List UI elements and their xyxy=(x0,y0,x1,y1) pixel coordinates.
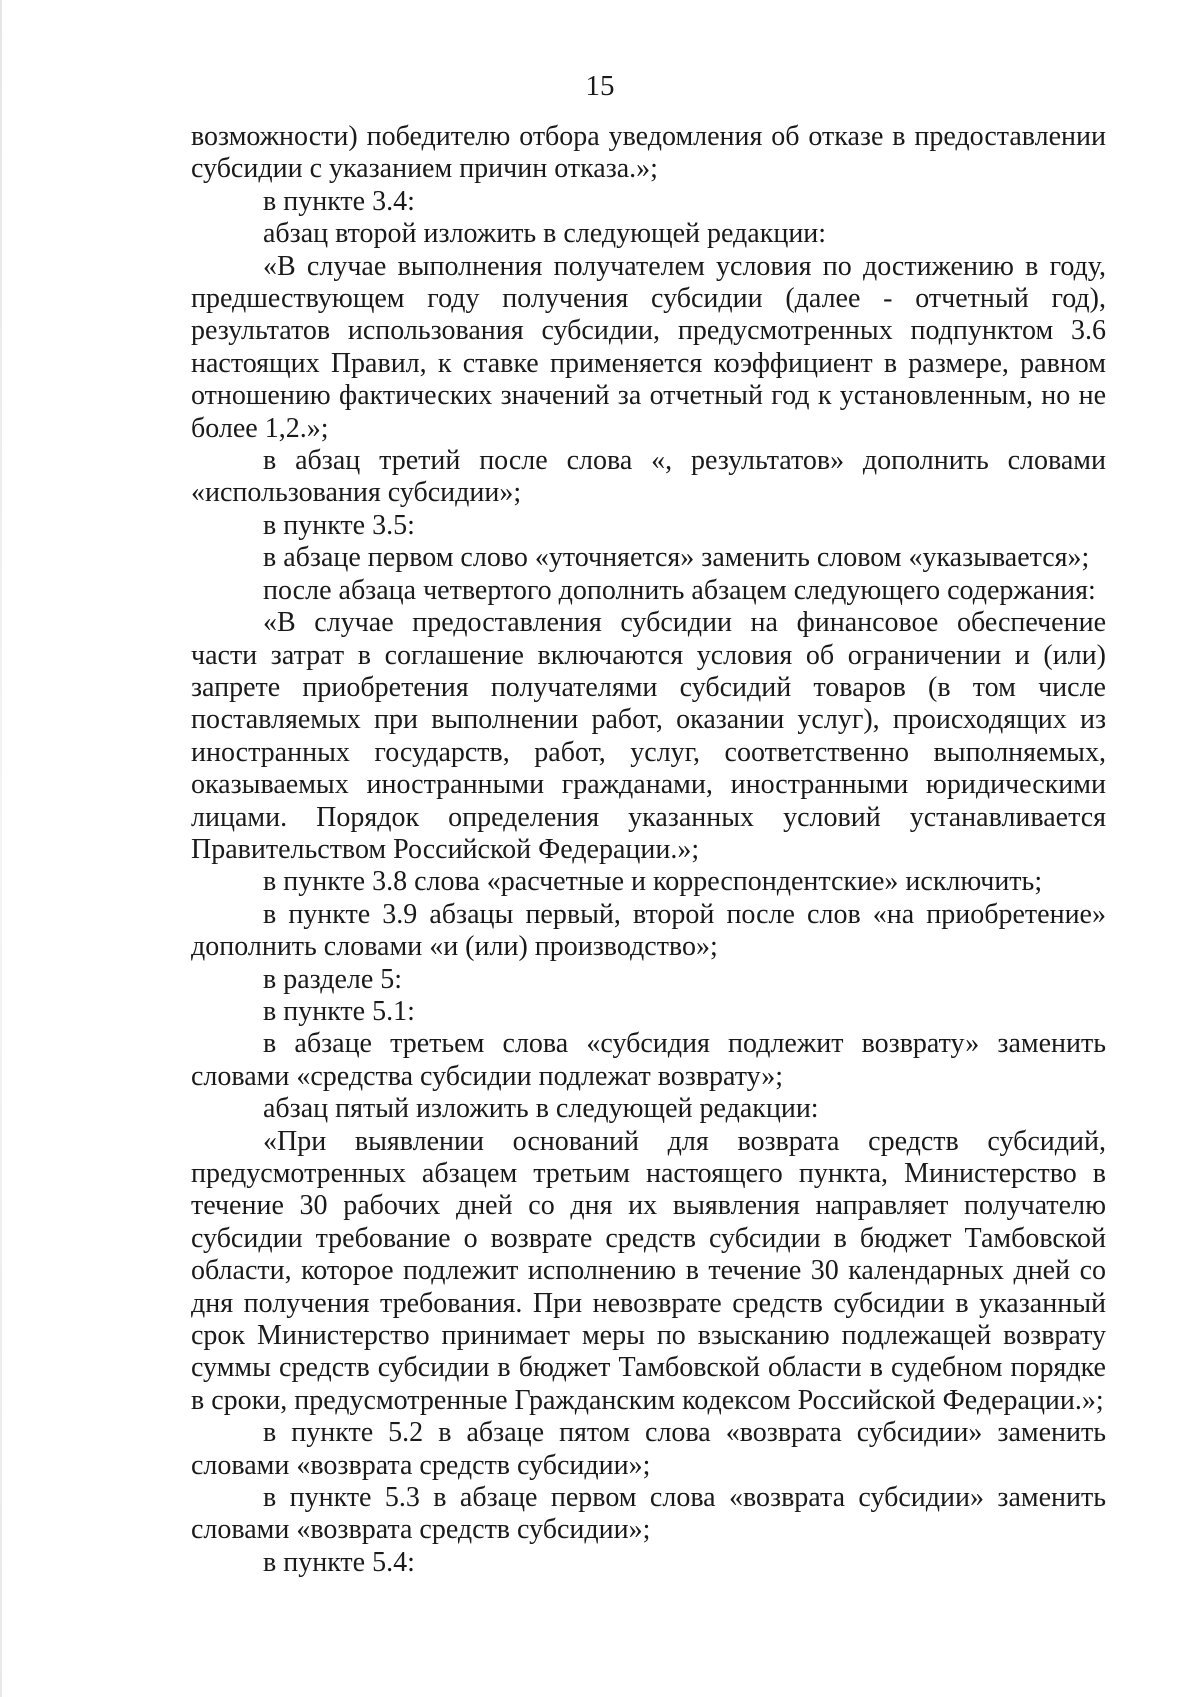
page-number: 15 xyxy=(585,70,615,102)
paragraph: в абзаце первом слово «уточняется» заменить словом «указывается»; xyxy=(263,542,1090,574)
paragraph: в пункте 5.3 в абзаце первом слова «возврата субсидии» заменить словами «возврата средств субсидии»; xyxy=(191,1482,1106,1546)
paragraph: возможности) победителю отбора уведомления об отказе в предоставлении субсидии с указанием причин отказа.»; xyxy=(191,121,1106,185)
paragraph: в пункте 3.5: xyxy=(263,509,415,541)
paragraph: в абзац третий после слова «, результатов» дополнить словами «использования субсидии»; xyxy=(191,445,1106,509)
paragraph: в абзаце третьем слова «субсидия подлежит возврату» заменить словами «средства субсидии подлежат возврату»; xyxy=(191,1028,1106,1092)
paragraph: «В случае предоставления субсидии на финансовое обеспечение части затрат в соглашение включаются условия об ограничении и (или) запрете приобретения получателями субсидий товаров (в том числе поставляемых при выполнении работ, оказании услуг), происходящих из иностранных государств, работ, услуг, соответственно выполняемых, оказываемых иностранными гражданами, иностранными юридическими лицами. Порядок определения указанных условий устанавливается Правительством Российской Федерации.»; xyxy=(191,607,1106,865)
paragraph: абзац второй изложить в следующей редакции: xyxy=(263,218,827,250)
paragraph: в пункте 5.2 в абзаце пятом слова «возврата субсидии» заменить словами «возврата средств субсидии»; xyxy=(191,1417,1106,1481)
paragraph: в пункте 3.4: xyxy=(263,185,415,217)
paragraph: после абзаца четвертого дополнить абзацем следующего содержания: xyxy=(263,574,1096,606)
paragraph: в пункте 3.9 абзацы первый, второй после слов «на приобретение» дополнить словами «и (или) производство»; xyxy=(191,898,1106,963)
document-body xyxy=(191,121,1106,1579)
paragraph: в пункте 5.1: xyxy=(263,995,415,1027)
scan-edge xyxy=(0,0,2,1697)
paragraph: в разделе 5: xyxy=(263,963,403,995)
paragraph: в пункте 3.8 слова «расчетные и корреспондентские» исключить; xyxy=(263,866,1043,898)
paragraph: «В случае выполнения получателем условия по достижению в году, предшествующем году получения субсидии (далее - отчетный год), результатов использования субсидии, предусмотренных подпунктом 3.6 настоящих Правил, к ставке применяется коэффициент в размере, равном отношению фактических значений за отчетный год к установленным, но не более 1,2.»; xyxy=(191,250,1106,444)
paragraph: «При выявлении оснований для возврата средств субсидий, предусмотренных абзацем третьим настоящего пункта, Министерство в течение 30 рабочих дней со дня их выявления направляет получателю субсидии требование о возврате средств субсидии в бюджет Тамбовской области, которое подлежит исполнению в течение 30 календарных дней со дня получения требования. При невозврате средств субсидии в указанный срок Министерство принимает меры по взысканию подлежащей возврату суммы средств субсидии в бюджет Тамбовской области в судебном порядке в сроки, предусмотренные Гражданским кодексом Российской Федерации.»; xyxy=(191,1125,1106,1416)
paragraph: абзац пятый изложить в следующей редакции: xyxy=(263,1093,819,1125)
paragraph: в пункте 5.4: xyxy=(263,1546,415,1578)
